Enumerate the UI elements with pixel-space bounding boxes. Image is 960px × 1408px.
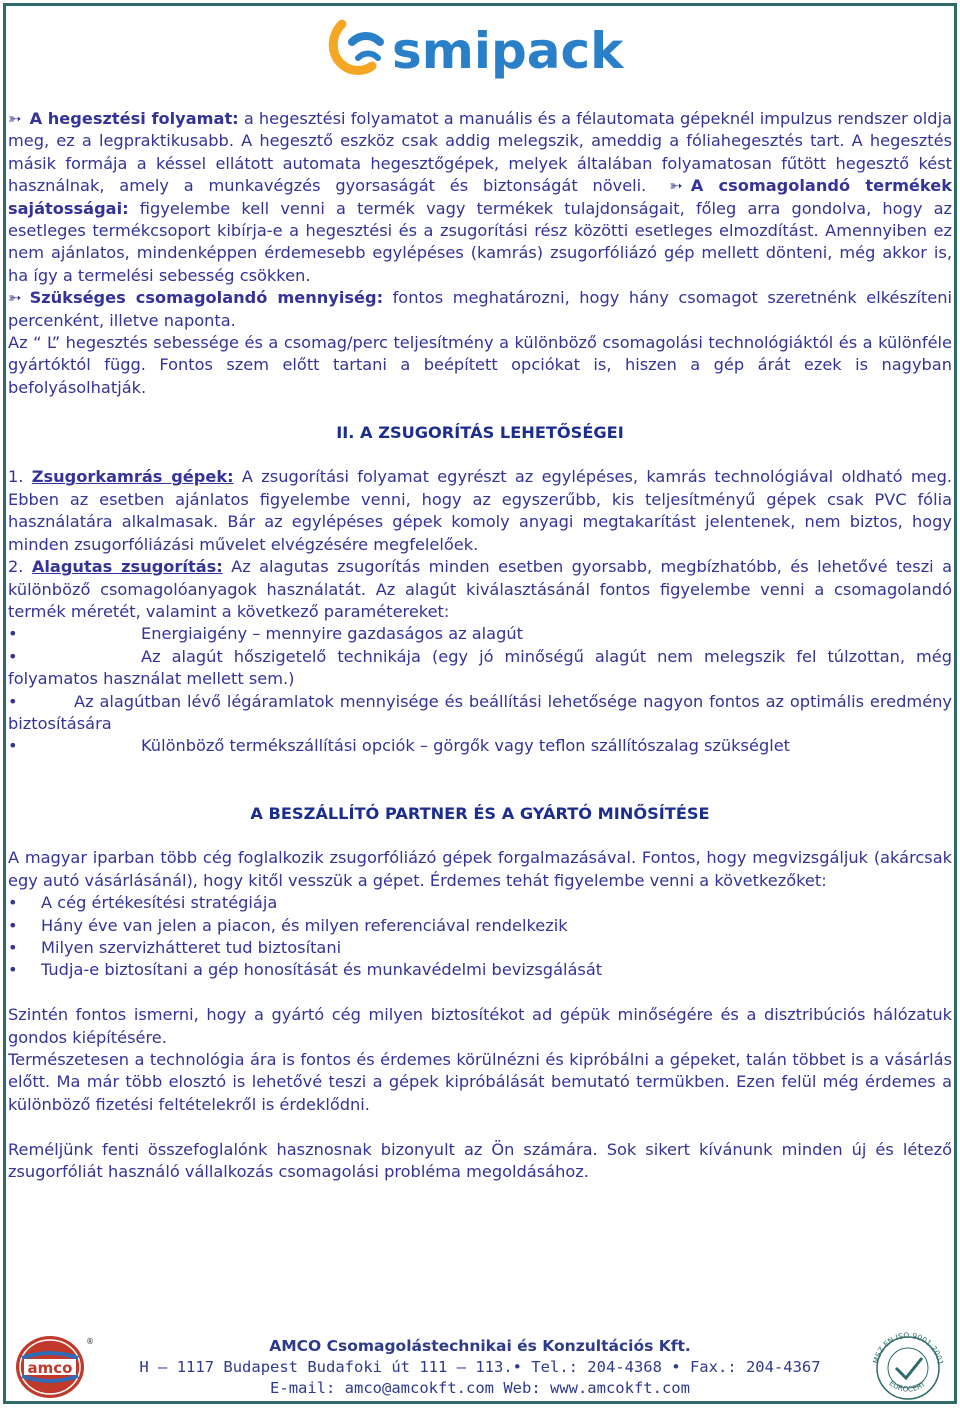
footer xyxy=(0,1330,960,1400)
amco-logo-text: amco xyxy=(27,1359,73,1377)
item-tunnel xyxy=(8,556,952,623)
bullet-icon: • xyxy=(8,646,18,666)
item-number: 1. xyxy=(8,467,32,487)
section-title-shrinking: II. A ZSUGORÍTÁS LEHETŐSÉGEI xyxy=(336,422,624,442)
item-title: Zsugorkamrás gépek: xyxy=(31,467,234,487)
smipack-logo xyxy=(328,12,638,88)
welding-title: A hegesztési folyamat: xyxy=(29,109,239,128)
bullet-icon: • xyxy=(8,937,18,957)
iso-seal-bottom-text: EUROCERT xyxy=(887,1378,928,1394)
list-item: • A cég értékesítési stratégiája xyxy=(8,892,952,914)
item-title: Alagutas zsugorítás: xyxy=(31,557,223,577)
bullet-icon: • xyxy=(8,736,18,756)
footer-contact: E-mail: amco@amcokft.com Web: www.amcokft.com xyxy=(270,1379,690,1397)
bullet-icon: • xyxy=(8,893,18,913)
product-properties-text: figyelembe kell venni a termék vagy termékek tulajdonságait, főleg arra gondolva, hogy az esetleges termékcsoport kibírja-e a hegesztési és a zsugorítási rész közötti esetleges elmozdítást. Amennyiben ez nem ajánlatos, mindenképpen érdemesebb egylépéses (kamrás) zsugorfóliázó gép mellett dönteni, még akkor is, ha így a termelési sebesség csökken. xyxy=(8,198,952,285)
bullet-icon: • xyxy=(8,960,18,980)
content xyxy=(8,108,952,1183)
svg-text:®: ® xyxy=(86,1337,94,1346)
header xyxy=(0,6,960,86)
section-title-supplier: A BESZÁLLÍTÓ PARTNER ÉS A GYÁRTÓ MINŐSÍTÉSE xyxy=(250,803,710,823)
quantity-title: Szükséges csomagolandó mennyiség: xyxy=(29,288,384,308)
bullet-icon: • xyxy=(8,915,18,935)
paragraph-closing: Reméljünk fenti összefoglalónk hasznosnak bizonyult az Ön számára. Sok sikert kívánunk minden új és létező zsugorfóliát használó vállalkozás csomagolási probléma megoldásához. xyxy=(8,1139,952,1181)
list-item: • Energiaigény – mennyire gazdaságos az alagút xyxy=(8,623,952,645)
paragraph-guarantee: Szintén fontos ismerni, hogy a gyártó cég milyen biztosítékot ad gépük minőségére és a disztribúciós hálózatuk gondos kiépítésére. xyxy=(8,1005,952,1047)
bullet-icon: • xyxy=(8,624,18,644)
arrow-icon: ➳ xyxy=(8,288,22,308)
paragraph-price: Természetesen a technológia ára is fontos és érdemes körülnézni és kipróbálni a gépeket, talán többet is a vásárlás előtt. Ma már több elosztó is lehetővé teszi a gépek kipróbálását bemutató termükben. Ezen felül még érdemes a különböző fizetési feltételekről is érdeklődni. xyxy=(8,1049,952,1114)
list-item: • Az alagút hőszigetelő technikája (egy jó minőségű alagút nem melegszik fel túlzottan, még folyamatos használat mellett sem.) xyxy=(8,646,952,689)
list-item: • Hány éve van jelen a piacon, és milyen referenciával rendelkezik xyxy=(8,915,952,937)
footer-address: H – 1117 Budapest Budafoki út 111 – 113.• Tel.: 204-4368 • Fax.: 204-4367 xyxy=(139,1358,821,1376)
arrow-icon: ➳ xyxy=(8,109,22,128)
bullet-icon: • xyxy=(8,691,18,711)
list-item: • Tudja-e biztosítani a gép honosítását és munkavédelmi bevizsgálását xyxy=(8,959,952,981)
item-text: Az alagutas zsugorítás minden esetben gyorsabb, megbízhatóbb, és lehetővé teszi a különböző csomagolóanyagok használatát. Az alagút kiválasztásánál fontos figyelembe venni a csomagolandó termék méretét, valamint a következő paramétereket: xyxy=(8,557,952,621)
paragraph-welding xyxy=(8,108,952,287)
iso-certificate-seal xyxy=(868,1328,948,1400)
product-properties-title: A csomagolandó termékek sajátosságai: xyxy=(8,176,952,218)
amco-logo xyxy=(14,1334,94,1400)
arrow-icon: ➳ xyxy=(669,176,683,196)
list-item: • Milyen szervizhátteret tud biztosítani xyxy=(8,937,952,959)
list-item: • Az alagútban lévő légáramlatok mennyisége és beállítási lehetősége nagyon fontos az optimális eredmény biztosítására xyxy=(8,691,952,733)
welding-text: a hegesztési folyamatot a manuális és a félautomata gépeknél impulzus rendszer oldja meg, ez a legpraktikusabb. A hegesztő eszköz csak addig melegszik, ameddig a fóliahegesztés tart. A hegesztés másik formája a késsel ellátott automata hegesztőgépek, melyek általában folyamatosan fűtött hegesztő kést használnak, amely a munkavégzés gyorsaságát és biztonságát növeli. xyxy=(8,109,952,196)
list-item: • Különböző termékszállítási opciók – görgők vagy teflon szállítószalag szükséglet xyxy=(8,735,952,757)
smipack-logo-text: smipack xyxy=(392,22,624,80)
iso-seal-text: MSZ EN ISO 9001:2001 xyxy=(871,1330,945,1366)
svg-text:EUROCERT xyxy=(887,1379,927,1394)
paragraph-quantity xyxy=(8,287,952,332)
paragraph-l-welding: Az “ L” hegesztés sebessége és a csomag/perc teljesítmény a különböző csomagolási technológiáktól és a különféle gyártóktól függ. Fontos szem előtt tartani a beépített opciókat is, hiszen a gép árát ezek is nagyban befolyásolhatják. xyxy=(8,333,952,397)
item-shrink-chamber xyxy=(8,466,952,556)
footer-company: AMCO Csomagolástechnikai és Konzultációs Kft. xyxy=(269,1337,691,1355)
quantity-text: fontos meghatározni, hogy hány csomagot szeretnénk elkészíteni percenként, illetve naponta. xyxy=(8,288,952,330)
item-text: A zsugorítási folyamat egyrészt az egylépéses, kamrás technológiával oldható meg. Ebben az esetben ajánlatos figyelembe venni, hogy az egyszerűbb, kis teljesítményű gépek csak PVC fólia használatára alkalmasak. Bár az egylépéses gépek komoly anyagi megtakarítást jelentenek, nem biztos, hogy minden zsugorfóliázási művelet elvégzésére megfelelőek. xyxy=(8,467,952,554)
paragraph-supplier-intro: A magyar iparban több cég foglalkozik zsugorfóliázó gépek forgalmazásával. Fontos, hogy megvizsgáljuk (akárcsak egy autó vásárlásánál), hogy kitől vesszük a gépet. Érdemes tehát figyelembe venni a következőket: xyxy=(8,848,952,890)
item-number: 2. xyxy=(8,557,32,577)
